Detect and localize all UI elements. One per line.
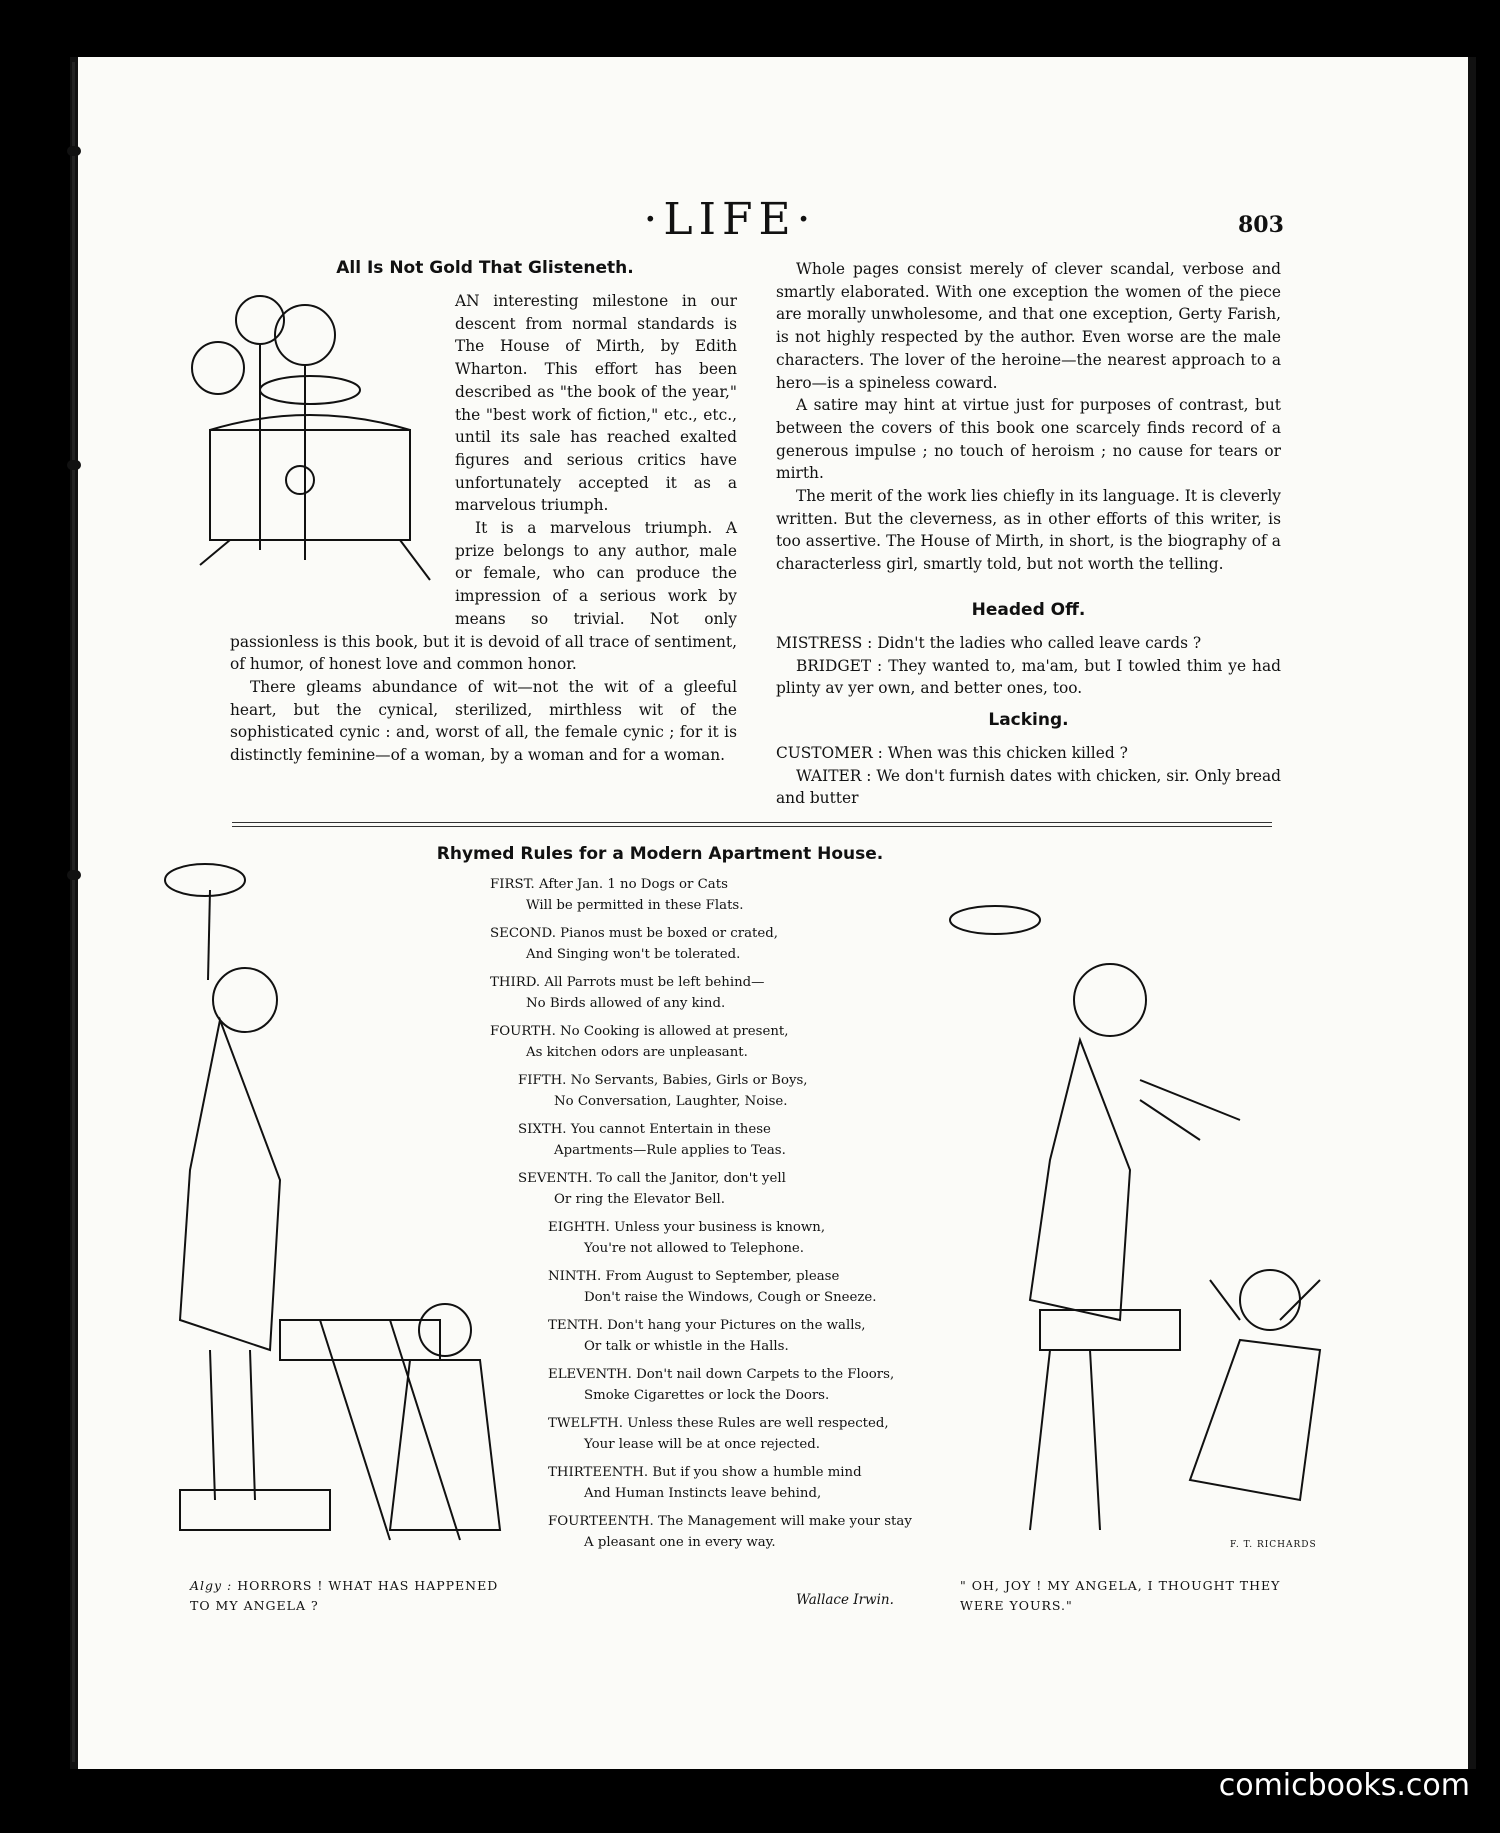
illustrator-signature: F. T. RICHARDS	[1230, 1540, 1317, 1550]
dialogue	[776, 632, 1281, 700]
article-title: Lacking.	[988, 710, 1069, 730]
section-rule	[232, 826, 1272, 827]
poem-line: Or ring the Elevator Bell.	[554, 1191, 725, 1207]
poem-line: THIRD. All Parrots must be left behind—	[490, 975, 765, 990]
poem-author: Wallace Irwin.	[796, 1592, 894, 1608]
cartoon-right-caption: " OH, JOY ! MY ANGELA, I THOUGHT THEY WERE YOURS."	[960, 1578, 1281, 1613]
paragraph: Whole pages consist merely of clever scandal, verbose and smartly elaborated. With one exception the women of the piece are morally unwholesome, and that one exception, Gerty Farish, is not highly respected by the author. Even worse are the male characters. The lover of the heroine—the nearest approach to a hero—is a spineless coward.	[776, 260, 1281, 392]
binding-stitch	[67, 870, 81, 880]
poem-line: FOURTEENTH. The Management will make your stay	[548, 1514, 912, 1529]
binding-stitch	[67, 460, 81, 470]
caption-text: HORRORS ! WHAT HAS HAPPENED TO MY ANGELA ?	[190, 1578, 499, 1613]
poem-line: NINTH. From August to September, please	[548, 1269, 840, 1284]
paragraph: A satire may hint at virtue just for purposes of contrast, but between the covers of this book one scarcely finds record of a generous impulse ; no touch of heroism ; no cause for tears or mirth.	[776, 396, 1281, 483]
binding-thread	[72, 62, 75, 1762]
page-number: 803	[1238, 212, 1284, 238]
poem-stanza	[548, 1316, 930, 1357]
poem-stanza	[490, 875, 930, 916]
poem-line: Your lease will be at once rejected.	[584, 1436, 820, 1452]
cartoon-right-illustration	[940, 880, 1340, 1560]
poem-line: As kitchen odors are unpleasant.	[526, 1044, 748, 1060]
poem-stanza	[548, 1267, 930, 1308]
poem-line: Smoke Cigarettes or lock the Doors.	[584, 1387, 830, 1403]
article-title: Headed Off.	[971, 600, 1086, 620]
poem-line: TWELFTH. Unless these Rules are well respected,	[548, 1416, 889, 1431]
article-body-left	[230, 290, 737, 767]
poem-line: FIFTH. No Servants, Babies, Girls or Boys,	[518, 1073, 808, 1088]
paragraph: It is a marvelous triumph. A prize belongs to any author, male or female, who can produce the impression of a serious work by means so trivial. Not only passionless is this book, but it is devoid of all trace of sentiment, of humor, of honest love and common honor.	[230, 519, 737, 674]
paragraph: There gleams abundance of wit—not the wit of a gleeful heart, but the cynical, sterilized, mirthless wit of the sophisticated cynic : and, worst of all, the female cynic ; for it is distinctly feminine—of a woman, by a woman and for a woman.	[230, 677, 737, 765]
poem-line: FOURTH. No Cooking is allowed at present,	[490, 1024, 789, 1039]
poem-stanza	[490, 973, 930, 1014]
right-page-edge	[1468, 57, 1476, 1769]
dialogue-line: CUSTOMER : When was this chicken killed ?	[776, 744, 1128, 762]
cartoon-left-caption	[190, 1576, 520, 1616]
poem-line: EIGHTH. Unless your business is known,	[548, 1220, 826, 1235]
article-title: All Is Not Gold That Glisteneth.	[336, 258, 634, 278]
poem-stanza	[518, 1120, 930, 1161]
section-rule	[232, 822, 1272, 823]
poem-stanza	[548, 1414, 930, 1455]
poem-line: TENTH. Don't hang your Pictures on the walls,	[548, 1318, 866, 1333]
poem-line: SIXTH. You cannot Entertain in these	[518, 1122, 771, 1137]
poem-stanza	[548, 1218, 930, 1259]
dialogue	[776, 742, 1281, 810]
poem-line: SEVENTH. To call the Janitor, don't yell	[518, 1171, 786, 1186]
poem-stanza	[490, 1022, 930, 1063]
poem-line: ELEVENTH. Don't nail down Carpets to the Floors,	[548, 1367, 895, 1382]
poem-line: Apartments—Rule applies to Teas.	[554, 1142, 786, 1158]
poem-stanza	[490, 924, 930, 965]
float-spacer	[230, 290, 455, 624]
poem-line: And Human Instincts leave behind,	[584, 1485, 822, 1501]
poem-stanza	[548, 1463, 930, 1504]
binding-stitch	[67, 146, 81, 156]
dialogue-line: BRIDGET : They wanted to, ma'am, but I towled thim ye had plinty av yer own, and better ones, too.	[776, 656, 1281, 698]
poem-line: SECOND. Pianos must be boxed or crated,	[490, 926, 778, 941]
paragraph: The merit of the work lies chiefly in its language. It is cleverly written. But the cleverness, as in other efforts of this writer, is too assertive. The House of Mirth, in short, is the biography of a characterless girl, smartly told, but not worth the telling.	[776, 487, 1281, 574]
poem-title: Rhymed Rules for a Modern Apartment House.	[436, 844, 884, 864]
dialogue-line: WAITER : We don't furnish dates with chicken, sir. Only bread and butter	[776, 766, 1281, 808]
poem-line: Or talk or whistle in the Halls.	[584, 1338, 789, 1354]
caption-speaker: Algy :	[190, 1578, 233, 1593]
poem-stanza	[548, 1512, 930, 1553]
poem-line: FIRST. After Jan. 1 no Dogs or Cats	[490, 877, 728, 892]
poem-line: A pleasant one in every way.	[584, 1534, 776, 1550]
masthead-title: ·LIFE·	[643, 194, 817, 245]
poem-line: THIRTEENTH. But if you show a humble mind	[548, 1465, 862, 1480]
watermark-text: comicbooks.com	[1218, 1768, 1470, 1803]
article-body-right	[776, 258, 1281, 576]
poem-line: And Singing won't be tolerated.	[526, 946, 741, 962]
poem-line: Don't raise the Windows, Cough or Sneeze.	[584, 1289, 877, 1305]
poem-line: No Birds allowed of any kind.	[526, 995, 726, 1011]
poem-stanza	[518, 1169, 930, 1210]
poem-line: No Conversation, Laughter, Noise.	[554, 1093, 788, 1109]
poem-stanza	[548, 1365, 930, 1406]
poem-line: You're not allowed to Telephone.	[584, 1240, 805, 1256]
poem-body	[490, 875, 930, 1615]
poem-stanza	[518, 1071, 930, 1112]
dialogue-line: MISTRESS : Didn't the ladies who called leave cards ?	[776, 634, 1202, 652]
paragraph: AN interesting milestone in our descent from normal standards is The House of Mirth, by Edith Wharton. This effort has been described as "the book of the year," the "best work of fiction," etc., etc., until its sale has reached exalted figures and serious critics have unfortunately accepted it as a marvelous triumph.	[455, 292, 737, 515]
cartoon-left-illustration	[160, 850, 550, 1570]
poem-line: Will be permitted in these Flats.	[526, 897, 744, 913]
